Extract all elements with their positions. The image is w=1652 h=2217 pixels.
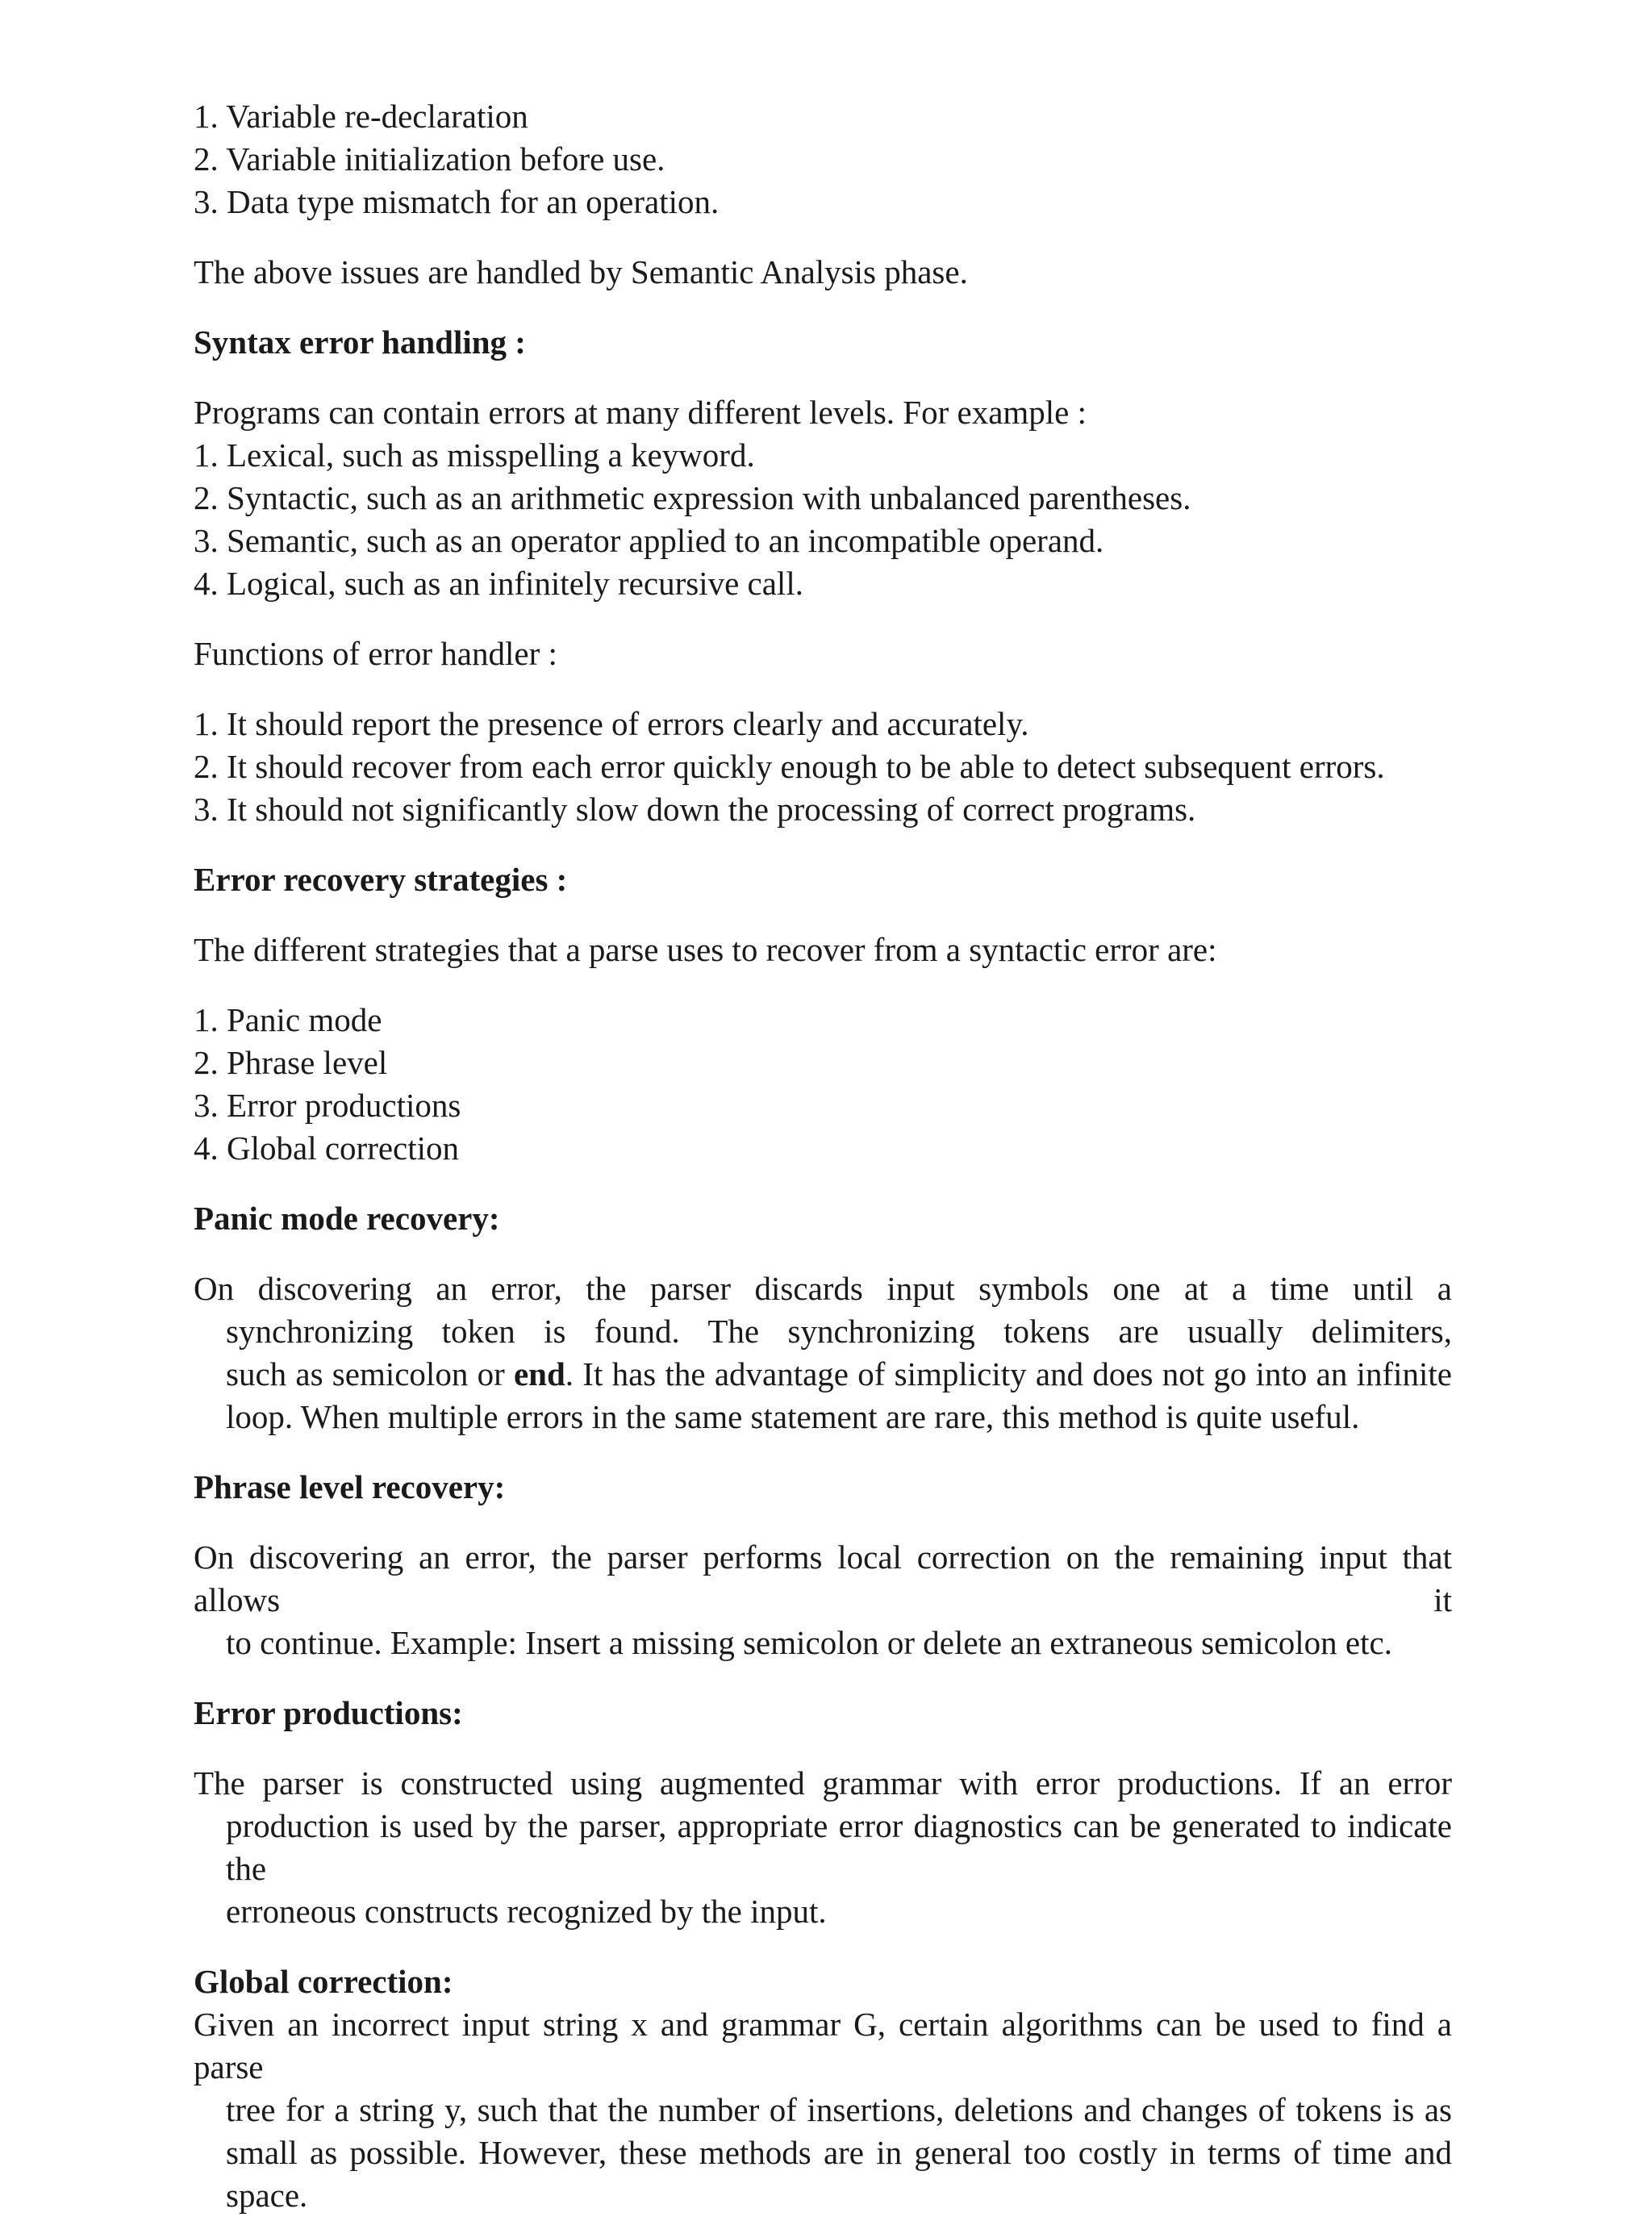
line-text: . It has the advantage of simplicity and does not go into an infinite [565, 1355, 1453, 1392]
list-item: 1. It should report the presence of errors clearly and accurately. [194, 705, 1029, 742]
paragraph-line: small as possible. However, these methods are in general too costly in terms of time and space. [226, 2134, 1452, 2214]
paragraph-line: loop. When multiple errors in the same statement are rare, this method is quite useful. [226, 1398, 1360, 1435]
list-item: 2. It should recover from each error quickly enough to be able to detect subsequent errors. [194, 748, 1385, 785]
list-item: 2. Phrase level [194, 1044, 388, 1081]
list-item: 3. Semantic, such as an operator applied to an incompatible operand. [194, 522, 1104, 559]
paragraph-line: On discovering an error, the parser discards input symbols one at a time until a [194, 1270, 1452, 1307]
list-item: 1. Variable re-declaration [194, 98, 528, 135]
syntax-heading: Syntax error handling : [194, 324, 526, 361]
strategies-intro: The different strategies that a parse uses to recover from a syntactic error are: [194, 931, 1217, 968]
semantic-note: The above issues are handled by Semantic Analysis phase. [194, 253, 968, 290]
paragraph-line: Given an incorrect input string x and grammar G, certain algorithms can be used to find a parse [194, 2006, 1452, 2085]
semantic-issues-list [194, 95, 1452, 223]
paragraph-line: erroneous constructs recognized by the input. [226, 1893, 827, 1930]
error-levels-list [194, 434, 1452, 605]
paragraph-line: production is used by the parser, appropriate error diagnostics can be generated to indicate the [226, 1807, 1452, 1887]
panic-heading: Panic mode recovery: [194, 1200, 500, 1237]
panic-paragraph [194, 1267, 1452, 1438]
productions-heading: Error productions: [194, 1694, 463, 1731]
line-text: such as semicolon or [226, 1355, 514, 1392]
document-page [194, 95, 1452, 2217]
paragraph-line: The parser is constructed using augmented grammar with error productions. If an error [194, 1764, 1452, 1802]
list-item: 3. It should not significantly slow down the processing of correct programs. [194, 791, 1196, 828]
functions-label: Functions of error handler : [194, 635, 557, 672]
global-paragraph [194, 2003, 1452, 2217]
list-item: 2. Syntactic, such as an arithmetic expression with unbalanced parentheses. [194, 479, 1191, 516]
strategies-list [194, 999, 1452, 1170]
phrase-paragraph [194, 1536, 1452, 1664]
productions-paragraph [194, 1762, 1452, 1933]
list-item: 3. Data type mismatch for an operation. [194, 183, 720, 220]
functions-list [194, 703, 1452, 831]
paragraph-line-with-keyword [194, 1353, 1452, 1396]
global-heading: Global correction: [194, 1963, 453, 2000]
list-item: 4. Logical, such as an infinitely recursive call. [194, 565, 803, 602]
phrase-heading: Phrase level recovery: [194, 1468, 506, 1505]
list-item: 4. Global correction [194, 1129, 460, 1167]
strategies-heading: Error recovery strategies : [194, 861, 568, 898]
paragraph-line: On discovering an error, the parser performs local correction on the remaining input that allows it [194, 1539, 1452, 1618]
list-item: 2. Variable initialization before use. [194, 140, 665, 177]
paragraph-line: synchronizing token is found. The synchronizing tokens are usually delimiters, [226, 1313, 1452, 1350]
syntax-intro: Programs can contain errors at many different levels. For example : [194, 394, 1087, 431]
list-item: 3. Error productions [194, 1087, 461, 1124]
list-item: 1. Panic mode [194, 1001, 382, 1038]
keyword-end: end [513, 1355, 565, 1392]
paragraph-line: to continue. Example: Insert a missing semicolon or delete an extraneous semicolon etc. [226, 1624, 1392, 1661]
paragraph-line: tree for a string y, such that the number of insertions, deletions and changes of tokens is as [226, 2091, 1452, 2128]
list-item: 1. Lexical, such as misspelling a keyword. [194, 436, 755, 474]
